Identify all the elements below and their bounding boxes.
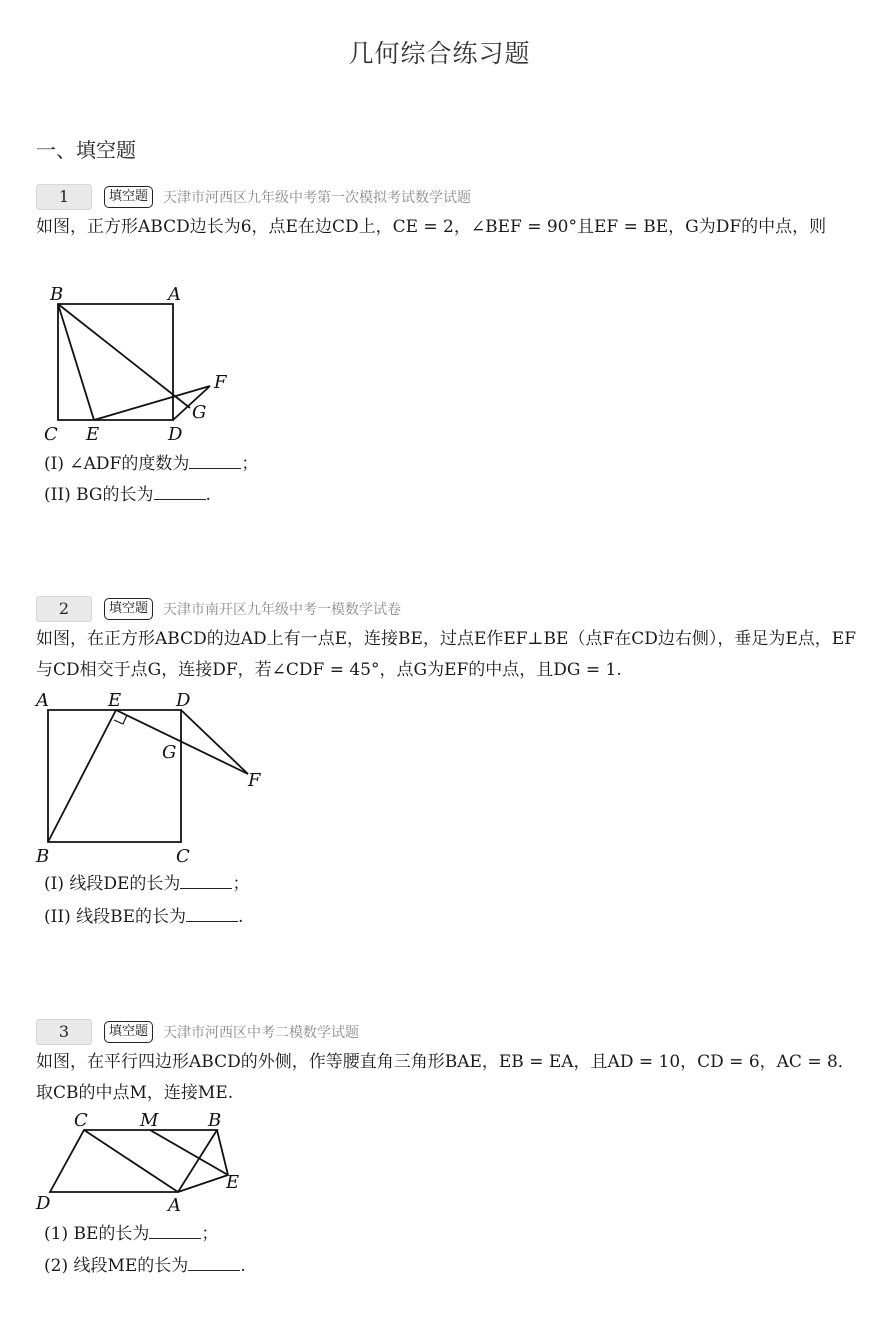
question-part-prefix: (1) BE的长为 [44,1224,150,1244]
parallelogram-abcd [50,1130,217,1192]
question-part-prefix: (I) ∠ADF的度数为 [44,454,190,474]
figure-label: D [176,690,191,711]
figure-label: A [168,1195,181,1216]
segment-bg [58,304,190,408]
segment-me [150,1130,228,1175]
segment-be [48,710,116,842]
figure-label: C [74,1110,88,1131]
question-header [36,1019,359,1045]
segment-df [181,710,248,774]
figure-label: B [50,284,64,305]
page-title: 几何综合练习题 [348,39,531,68]
figure-label: A [168,284,181,305]
question-part [44,1221,218,1246]
figure-label: C [176,846,190,867]
figure-label: B [208,1110,222,1131]
question-part [44,451,258,476]
question-part-prefix: (2) 线段ME的长为 [44,1256,189,1276]
figure-label: D [36,1193,51,1214]
question-type-badge: 填空题 [104,1021,153,1043]
figure-label: C [44,424,58,445]
question-part [44,871,249,896]
question-number: 1 [36,184,92,210]
square-abcd [48,710,181,842]
figure-label: M [140,1110,159,1131]
figure-label: F [214,372,227,393]
figure-label: A [36,690,49,711]
question-part-suffix: . [238,907,244,927]
question-figure [30,1108,260,1216]
question-part [44,904,243,929]
question-stem: 如图，正方形ABCD边长为6，点E在边CD上，CE = 2，∠BEF = 90°且EF = BE，G为DF的中点，则 [36,217,827,237]
figure-label: F [248,770,261,791]
question-part-prefix: (II) 线段BE的长为 [44,907,187,927]
question-stem: 如图，在正方形ABCD的边AD上有一点E，连接BE，过点E作EF⊥BE（点F在CD边右侧），垂足为E点，EF与CD相交于点G，连接DF，若∠CDF = 45°，点G为EF的中点，且DG = 1. [36,629,856,680]
figure-label: D [168,424,183,445]
answer-blank[interactable] [188,1253,240,1271]
question-part-suffix: . [240,1256,246,1276]
segment-be [217,1130,228,1175]
answer-blank[interactable] [180,871,232,889]
answer-blank[interactable] [186,904,238,922]
question-part-prefix: (II) BG的长为 [44,485,154,505]
question-source: 天津市河西区中考二模数学试题 [163,1025,360,1041]
question-part-suffix: ； [241,454,259,474]
segment-ef [116,710,248,774]
question-part [44,482,211,507]
question-number: 2 [36,596,92,622]
question-header [36,184,471,210]
question-figure [34,688,274,868]
answer-blank[interactable] [189,451,241,469]
question-type-badge: 填空题 [104,598,153,620]
right-angle-mark [114,715,127,724]
segment-ae [178,1175,228,1192]
figure-label: E [226,1172,240,1193]
figure-label: E [108,690,122,711]
question-source: 天津市河西区九年级中考第一次模拟考试数学试题 [163,190,472,206]
question-part-suffix: ； [201,1224,219,1244]
answer-blank[interactable] [149,1221,201,1239]
figure-label: G [192,402,207,423]
question-type-badge: 填空题 [104,186,153,208]
question-part [44,1253,246,1278]
figure-label: B [36,846,50,867]
question-number: 3 [36,1019,92,1045]
question-figure [40,282,240,447]
segment-ca [84,1130,178,1192]
question-part-prefix: (I) 线段DE的长为 [44,874,181,894]
figure-label: E [86,424,100,445]
question-source: 天津市南开区九年级中考一模数学试卷 [163,602,402,618]
section-heading: 一、填空题 [36,138,136,162]
figure-label: G [162,742,177,763]
segment-be [58,304,94,420]
question-part-suffix: . [205,485,211,505]
answer-blank[interactable] [154,482,206,500]
question-header [36,596,401,622]
question-part-suffix: ； [232,874,250,894]
question-stem: 如图，在平行四边形ABCD的外侧，作等腰直角三角形BAE，EB = EA，且AD = 10，CD = 6，AC = 8．取CB的中点M，连接ME. [36,1052,855,1103]
